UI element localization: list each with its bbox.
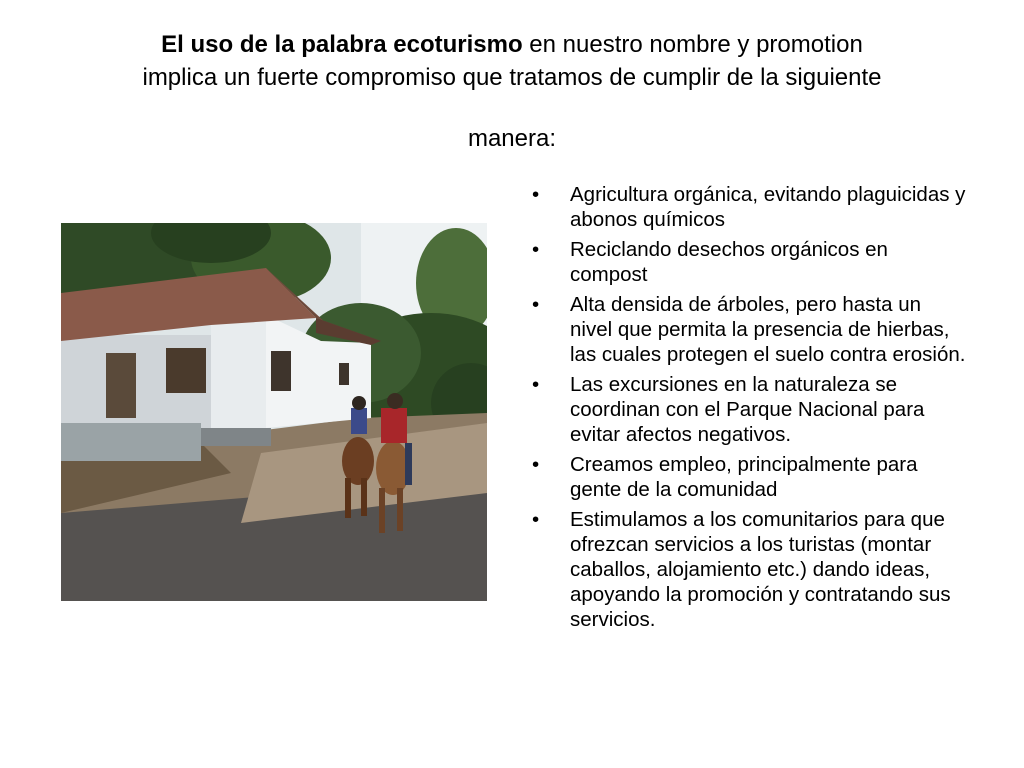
bullet-icon: • — [532, 183, 540, 206]
bullet-icon: • — [532, 373, 540, 396]
list-item — [528, 292, 968, 367]
bullet-icon: • — [532, 508, 540, 531]
list-item — [528, 452, 968, 502]
list-item-text: Estimulamos a los comunitarios para que ofrezcan servicios a los turistas (montar caballos, alojamiento etc.) dando ideas, apoyando la promoción y contratando sus servicios. — [570, 508, 951, 631]
slide-title — [40, 28, 984, 155]
list-item-text: Agricultura orgánica, evitando plaguicidas y abonos químicos — [570, 183, 966, 231]
farmhouse-horse-riders-photo — [61, 223, 487, 601]
list-item — [528, 507, 968, 632]
list-item-text: Alta densida de árboles, pero hasta un nivel que permita la presencia de hierbas, las cuales protegen el suelo contra erosión. — [570, 293, 966, 366]
title-line-2: implica un fuerte compromiso que tratamos de cumplir de la siguiente — [142, 64, 882, 91]
ecotourism-commitments-list — [528, 182, 968, 637]
bullet-icon: • — [532, 238, 540, 261]
list-item-text: Las excursiones en la naturaleza se coordinan con el Parque Nacional para evitar afectos negativos. — [570, 373, 925, 446]
list-item — [528, 372, 968, 447]
list-item-text: Creamos empleo, principalmente para gente de la comunidad — [570, 453, 918, 501]
list-item-text: Reciclando desechos orgánicos en compost — [570, 238, 888, 286]
bullet-icon: • — [532, 453, 540, 476]
list-item — [528, 182, 968, 232]
title-line-3: manera: — [467, 125, 557, 152]
list-item — [528, 237, 968, 287]
title-bold-phrase: El uso de la palabra ecoturismo — [161, 31, 523, 58]
title-line-1-rest: en nuestro nombre y promotion — [522, 31, 863, 58]
bullet-icon: • — [532, 293, 540, 316]
